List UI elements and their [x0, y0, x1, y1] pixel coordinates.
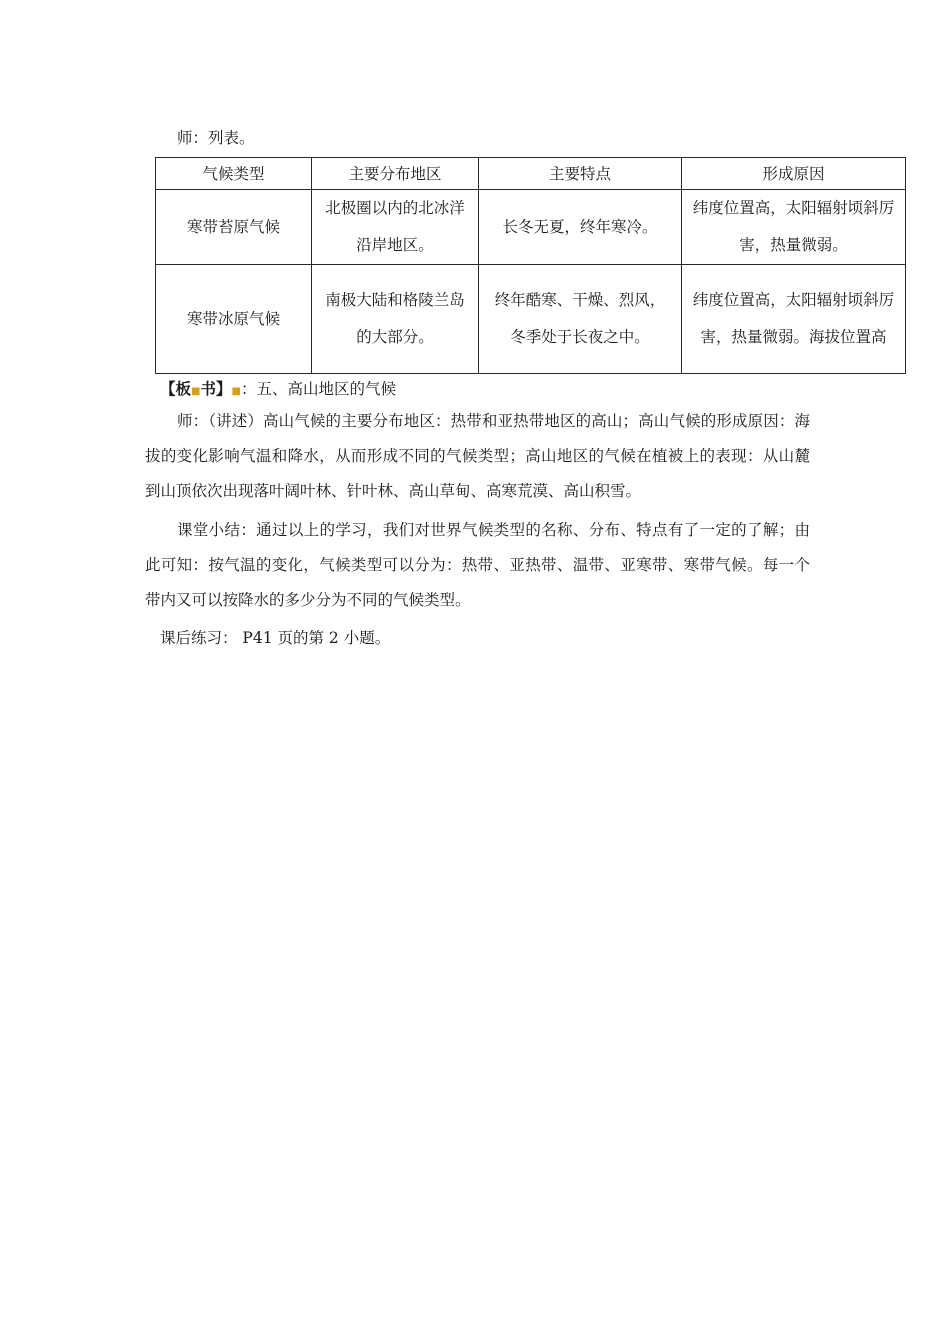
table-row — [156, 265, 906, 374]
table-cell: 寒带冰原气候 — [156, 265, 312, 374]
header-distribution: 主要分布地区 — [312, 158, 479, 190]
table-cell: 终年酷寒、干燥、烈风，冬季处于长夜之中。 — [479, 265, 682, 374]
table-cell: 寒带苔原气候 — [156, 190, 312, 265]
table-header-row — [156, 158, 906, 190]
header-features: 主要特点 — [479, 158, 682, 190]
header-climate-type: 气候类型 — [156, 158, 312, 190]
dot-icon: ■ — [231, 386, 241, 397]
board-label-close: 书】 — [200, 379, 232, 398]
board-title: ：五、高山地区的气候 — [240, 380, 396, 398]
dot-icon: ■ — [191, 386, 201, 397]
table-cell: 纬度位置高，太阳辐射顷斜厉害，热量微弱。 — [682, 190, 906, 265]
lecture-paragraph: 师：（讲述）高山气候的主要分布地区：热带和亚热带地区的高山；高山气候的形成原因：海拔的变化影响气温和降水，从而形成不同的气候类型；高山地区的气候在植被上的表现：从山麓到山顶依次出现落叶阔叶林、针叶林、高山草甸、高寒荒漠、高山积雪。 — [145, 412, 810, 500]
header-causes: 形成原因 — [682, 158, 906, 190]
summary-paragraph: 课堂小结：通过以上的学习，我们对世界气候类型的名称、分布、特点有了一定的了解；由此可知：按气温的变化，气候类型可以分为：热带、亚热带、温带、亚寒带、寒带气候。每一个带内又可以按降水的多少分为不同的气候类型。 — [145, 521, 810, 609]
climate-table — [155, 157, 906, 374]
board-heading — [160, 378, 396, 403]
table-row — [156, 190, 906, 265]
table-cell: 南极大陆和格陵兰岛的大部分。 — [312, 265, 479, 374]
intro-line: 师：列表。 — [177, 129, 255, 147]
table-cell: 纬度位置高，太阳辐射顷斜厉害，热量微弱。海拔位置高 — [682, 265, 906, 374]
table-cell: 长冬无夏，终年寒冷。 — [479, 190, 682, 265]
homework-line: 课后练习： P41 页的第 2 小题。 — [160, 629, 391, 647]
board-label-open: 【板 — [160, 379, 192, 398]
table-cell: 北极圈以内的北冰洋沿岸地区。 — [312, 190, 479, 265]
